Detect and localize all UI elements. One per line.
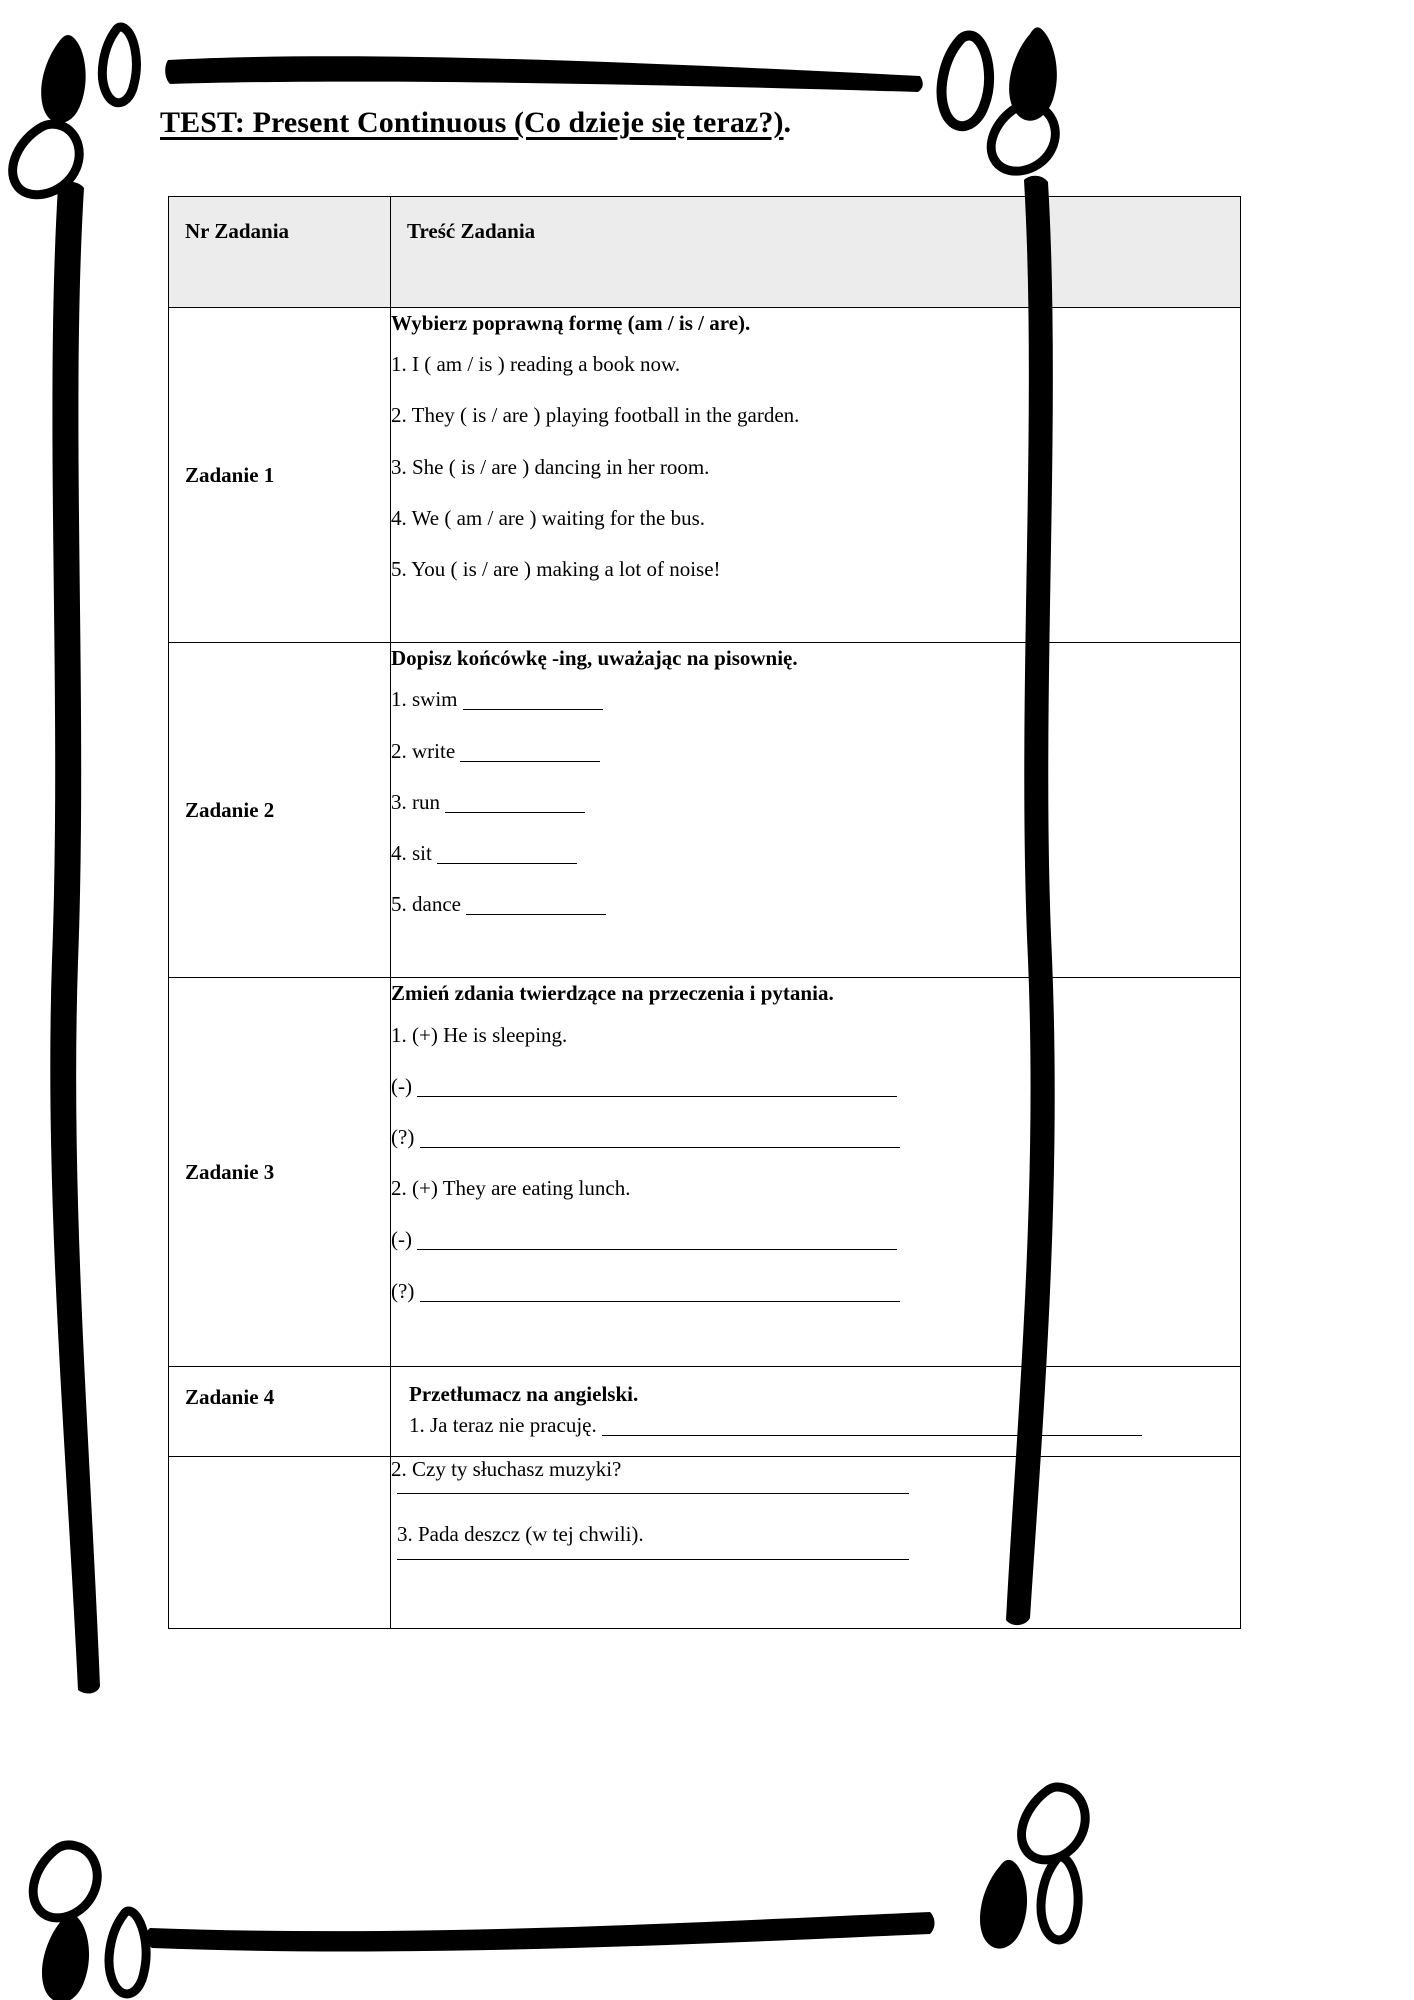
task-number-label-4: Zadanie 4	[185, 1384, 275, 1409]
task-number-label-5	[169, 1457, 390, 1475]
answer-blank[interactable]	[437, 863, 577, 864]
task-prompt-2: Dopisz końcówkę -ing, uważając na pisownię.	[391, 646, 798, 671]
task-item	[391, 739, 1240, 764]
task-number-cell-2	[169, 643, 391, 978]
answer-blank[interactable]	[420, 1301, 900, 1302]
table-row	[169, 1457, 1241, 1628]
task-item-text: 4. sit	[391, 841, 432, 865]
task-prompt-3: Zmień zdania twierdzące na przeczenia i pytania.	[391, 981, 834, 1006]
task-item: 2. They ( is / are ) playing football in the garden.	[391, 403, 800, 428]
task-item	[391, 892, 1240, 917]
task-item: 5. You ( is / are ) making a lot of noise!	[391, 557, 721, 581]
task-number-cell-3	[169, 978, 391, 1366]
task-body-cell-5	[391, 1457, 1241, 1628]
task-number-cell-5	[169, 1457, 391, 1628]
task-item	[391, 1279, 1240, 1304]
page-title	[160, 108, 791, 138]
answer-blank[interactable]	[397, 1558, 909, 1560]
task-number-label-1: Zadanie 1	[185, 462, 275, 487]
spacer	[391, 943, 1240, 977]
task-item-text: 2. write	[391, 738, 456, 763]
table-row	[169, 643, 1241, 978]
task-number-cell-4	[169, 1366, 391, 1456]
table-row	[169, 308, 1241, 643]
task-item-text: 1. Ja teraz nie pracuję.	[409, 1413, 597, 1437]
task-body-cell-3	[391, 978, 1241, 1366]
page-title-paren: (Co dzieje się teraz?)	[513, 106, 784, 139]
table-row	[169, 978, 1241, 1366]
task-number-label-3: Zadanie 3	[185, 1159, 275, 1184]
spacer	[391, 608, 1240, 642]
table-row	[169, 1366, 1241, 1456]
header-label-number: Nr Zadania	[185, 219, 290, 243]
answer-blank[interactable]	[417, 1249, 897, 1250]
answer-blank[interactable]	[420, 1147, 900, 1148]
task-item-text: 3. run	[391, 789, 440, 814]
task-item: 3. Pada deszcz (w tej chwili).	[397, 1522, 644, 1547]
answer-blank[interactable]	[466, 914, 606, 915]
task-prompt-1: Wybierz poprawną formę (am / is / are).	[391, 311, 751, 335]
task-item-text: (-)	[391, 1073, 412, 1098]
task-item: 2. (+) They are eating lunch.	[391, 1176, 631, 1201]
spacer	[391, 1588, 1240, 1628]
task-item-text: (-)	[391, 1227, 412, 1252]
page-title-text: TEST: Present Continuous	[160, 106, 514, 139]
task-item	[391, 841, 1240, 866]
task-item: 4. We ( am / are ) waiting for the bus.	[391, 505, 705, 530]
answer-blank[interactable]	[460, 761, 600, 762]
answer-blank[interactable]	[397, 1492, 909, 1494]
answer-blank[interactable]	[463, 709, 603, 710]
tasks-table	[168, 196, 1241, 1629]
task-item	[391, 790, 1240, 815]
spacer	[391, 1330, 1240, 1366]
task-body-cell-2	[391, 643, 1241, 978]
task-item	[391, 1074, 1240, 1099]
task-item-text: 1. swim	[391, 687, 458, 712]
header-cell-number	[169, 197, 391, 308]
table-header-row	[169, 197, 1241, 308]
task-prompt-4: Przetłumacz na angielski.	[409, 1381, 639, 1406]
task-body-cell-1	[391, 308, 1241, 643]
task-item: 3. She ( is / are ) dancing in her room.	[391, 454, 710, 479]
task-number-label-2: Zadanie 2	[185, 797, 275, 822]
task-item-text: (?)	[391, 1278, 415, 1303]
task-item	[391, 687, 1240, 712]
header-cell-content	[391, 197, 1241, 308]
page-title-period: .	[783, 106, 792, 139]
answer-blank[interactable]	[602, 1435, 1142, 1436]
task-body-cell-4	[391, 1366, 1241, 1456]
task-item	[391, 1125, 1240, 1150]
task-item: 2. Czy ty słuchasz muzyki?	[391, 1457, 622, 1482]
header-label-content: Treść Zadania	[407, 219, 536, 243]
task-item	[409, 1413, 1222, 1438]
task-item	[391, 1227, 1240, 1252]
task-item-text: (?)	[391, 1125, 415, 1149]
task-item-text: 5. dance	[391, 892, 461, 917]
task-item: 1. (+) He is sleeping.	[391, 1022, 568, 1047]
answer-blank[interactable]	[417, 1096, 897, 1097]
answer-blank[interactable]	[445, 812, 585, 813]
task-number-cell-1	[169, 308, 391, 643]
task-item: 1. I ( am / is ) reading a book now.	[391, 352, 681, 377]
